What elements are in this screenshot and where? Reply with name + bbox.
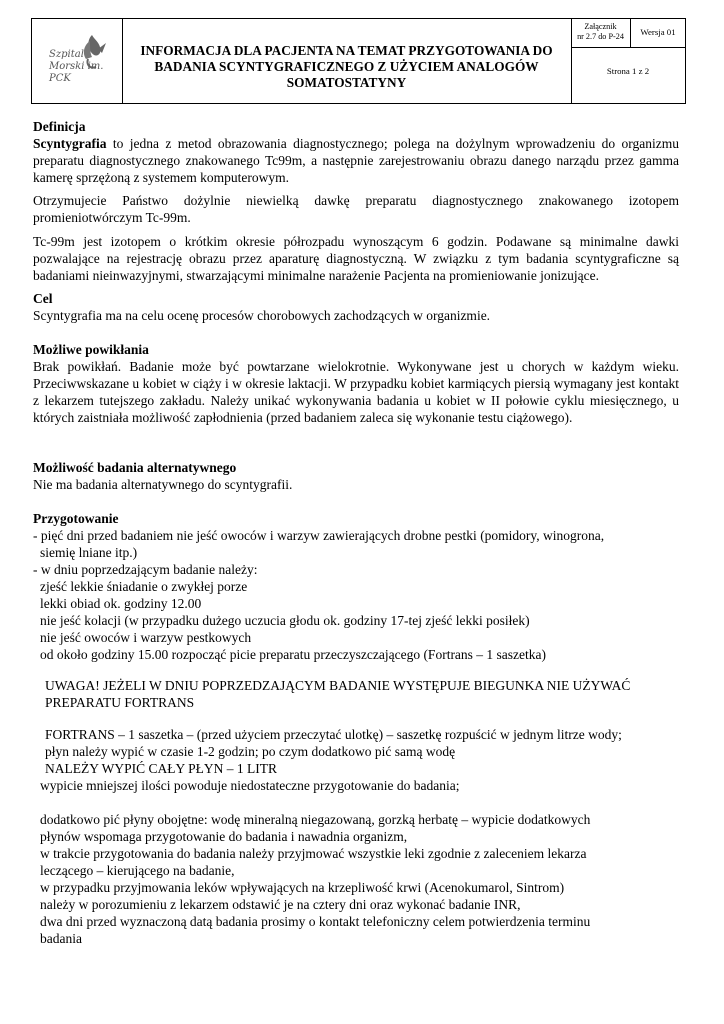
warning-line-2: PREPARATU FORTRANS: [45, 695, 195, 710]
fortrans-line-3: NALEŻY WYPIĆ CAŁY PŁYN – 1 LITR: [45, 761, 277, 776]
extra-line-5: w przypadku przyjmowania leków wpływających na krzepliwość krwi (Acenokumarol, Sintrom): [40, 880, 565, 895]
document-title: INFORMACJA DLA PACJENTA NA TEMAT PRZYGOTOWANIA DO BADANIA SCYNTYGRAFICZNEGO Z UŻYCIEM ANALOGÓW SOMATOSTATYNY: [140, 43, 553, 90]
alternative-heading: Możliwość badania alternatywnego: [33, 460, 237, 475]
version-cell: Wersja 01: [631, 19, 685, 48]
preparation-heading: Przygotowanie: [33, 511, 119, 526]
extra-line-7: dwa dni przed wyznaczoną datą badania prosimy o kontakt telefoniczny celem potwierdzenia terminu: [40, 914, 591, 929]
extra-line-2: płynów wspomaga przygotowanie do badania i nawadnia organizm,: [40, 829, 408, 844]
alternative-text: Nie ma badania alternatywnego do scyntygrafii.: [33, 477, 293, 492]
attachment-cell: [571, 19, 631, 48]
extra-line-6: należy w porozumieniu z lekarzem odstawić je na cztery dni oraz wykonać badanie INR,: [40, 897, 521, 912]
preparation-line-7: nie jeść owoców i warzyw pestkowych: [40, 630, 252, 645]
goal-text: Scyntygrafia ma na celu ocenę procesów chorobowych zachodzących w organizmie.: [33, 308, 491, 323]
logo-text: Szpital Morski im. PCK: [49, 49, 104, 84]
title-cell: [122, 19, 572, 103]
document-header: [31, 18, 686, 104]
fortrans-line-2: płyn należy wypić w czasie 1-2 godzin; po czym dodatkowo pić samą wodę: [45, 744, 456, 759]
page-number-cell: Strona 1 z 2: [606, 66, 650, 76]
warning-line-1: UWAGA! JEŻELI W DNIU POPRZEDZAJĄCYM BADANIE WYSTĘPUJE BIEGUNKA NIE UŻYWAĆ: [45, 678, 631, 693]
extra-line-8: badania: [40, 931, 82, 946]
preparation-line-3: - w dniu poprzedzającym badanie należy:: [33, 562, 258, 577]
extra-line-4: leczącego – kierującego na badanie,: [40, 863, 235, 878]
fortrans-line-4: wypicie mniejszej ilości powoduje niedostateczne przygotowanie do badania;: [40, 778, 460, 793]
extra-line-3: w trakcie przygotowania do badania należy przyjmować wszystkie leki zgodnie z zaleceniem lekarza: [40, 846, 587, 861]
extra-line-1: dodatkowo pić płyny obojętne: wodę mineralną niegazowaną, gorzką herbatę – wypicie dodatkowych: [40, 812, 591, 827]
definition-paragraph-1: [33, 135, 679, 186]
preparation-line-8: od około godziny 15.00 rozpocząć picie preparatu przeczyszczającego (Fortrans – 1 saszetka): [40, 647, 547, 662]
preparation-line-5: lekki obiad ok. godziny 12.00: [40, 596, 202, 611]
fortrans-line-1: FORTRANS – 1 saszetka – (przed użyciem przeczytać ulotkę) – saszetkę rozpuścić w jednym litrze wody;: [45, 727, 622, 742]
preparation-line-6: nie jeść kolacji (w przypadku dużego uczucia głodu ok. godziny 17-tej zjeść lekki posiłek): [40, 613, 530, 628]
logo-cell: [32, 19, 123, 103]
goal-heading: Cel: [33, 291, 53, 306]
complications-text: Brak powikłań. Badanie może być powtarzane wielokrotnie. Wykonywane jest u chorych w każdym wieku. Przeciwwskazane u kobiet w ciąży i w okresie laktacji. W przypadku kobiet karmiących piersią wymagany jest kontakt z lekarzem tutejszego zakładu. Należy unikać wykonywania badania u kobiet w II połowie cyklu miesięcznego, u których zaistniała możliwość zapłodnienia (przed badaniem zaleca się wykonanie testu ciążowego).: [33, 359, 679, 425]
preparation-line-4: zjeść lekkie śniadanie o zwykłej porze: [40, 579, 248, 594]
complications-heading: Możliwe powikłania: [33, 342, 149, 357]
hospital-logo: [46, 29, 112, 89]
preparation-line-2: siemię lniane itp.): [40, 545, 138, 560]
attachment-label: Załącznik: [584, 22, 617, 31]
preparation-line-1: - pięć dni przed badaniem nie jeść owoców i warzyw zawierających drobne pestki (pomidory, winogrona,: [33, 528, 605, 543]
attachment-number: nr 2.7 do P-24: [577, 32, 624, 41]
definition-paragraph-2: Otrzymujecie Państwo dożylnie niewielką dawkę preparatu diagnostycznego znakowanego izotopem promieniotwórczym Tc-99m.: [33, 193, 679, 225]
definition-paragraph-3: Tc-99m jest izotopem o krótkim okresie półrozpadu wynoszącym 6 godzin. Podawane są minimalne dawki pozwalające na rejestrację obrazu przez aparaturę diagnostyczną. W związku z tym badania scyntygraficzne są badaniami nieinwazyjnymi, stwarzającymi minimalne narażenie Pacjenta na promieniowanie jonizujące.: [33, 234, 679, 283]
definition-term: Scyntygrafia: [33, 136, 107, 151]
definition-heading: Definicja: [33, 119, 86, 134]
definition-text: to jedna z metod obrazowania diagnostycznego; polega na dożylnym wprowadzeniu do organizmu preparatu diagnostycznego znakowanego Tc99m, a następnie zarejestrowaniu obrazu danego narządu przez gamma kamerę sprzężoną z systemem komputerowym.: [33, 136, 679, 185]
